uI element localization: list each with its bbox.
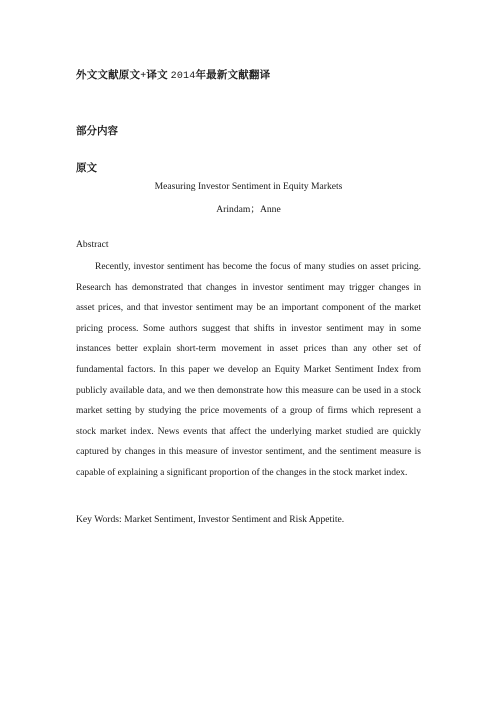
section-original-text: 原文	[76, 163, 97, 174]
document-header	[76, 67, 270, 82]
keywords-line: Key Words: Market Sentiment, Investor Sentiment and Risk Appetite.	[76, 514, 345, 525]
header-year: 2014	[170, 71, 196, 82]
header-suffix: 年最新文献翻译	[195, 70, 271, 81]
paper-authors: Arindam；Anne	[216, 204, 281, 215]
abstract-heading: Abstract	[76, 239, 109, 250]
paper-title: Measuring Investor Sentiment in Equity Markets	[154, 181, 343, 192]
section-partial-content: 部分内容	[76, 126, 118, 137]
header-prefix: 外文文献原文+译文	[76, 70, 168, 81]
abstract-body: Recently, investor sentiment has become the focus of many studies on asset pricing. Research has demonstrated that changes in investor sentiment may trigger changes in asset prices, and that investor sentiment may be an important component of the market pricing process. Some authors suggest that shifts in investor sentiment may in some instances better explain short-term movement in asset prices than any other set of fundamental factors. In this paper we develop an Equity Market Sentiment Index from publicly available data, and we then demonstrate how this measure can be used in a stock market setting by studying the price movements of a group of firms which represent a stock market index. News events that affect the underlying market studied are quickly captured by changes in this measure of investor sentiment, and the sentiment measure is capable of explaining a significant proportion of the changes in the stock market index.	[76, 262, 421, 478]
